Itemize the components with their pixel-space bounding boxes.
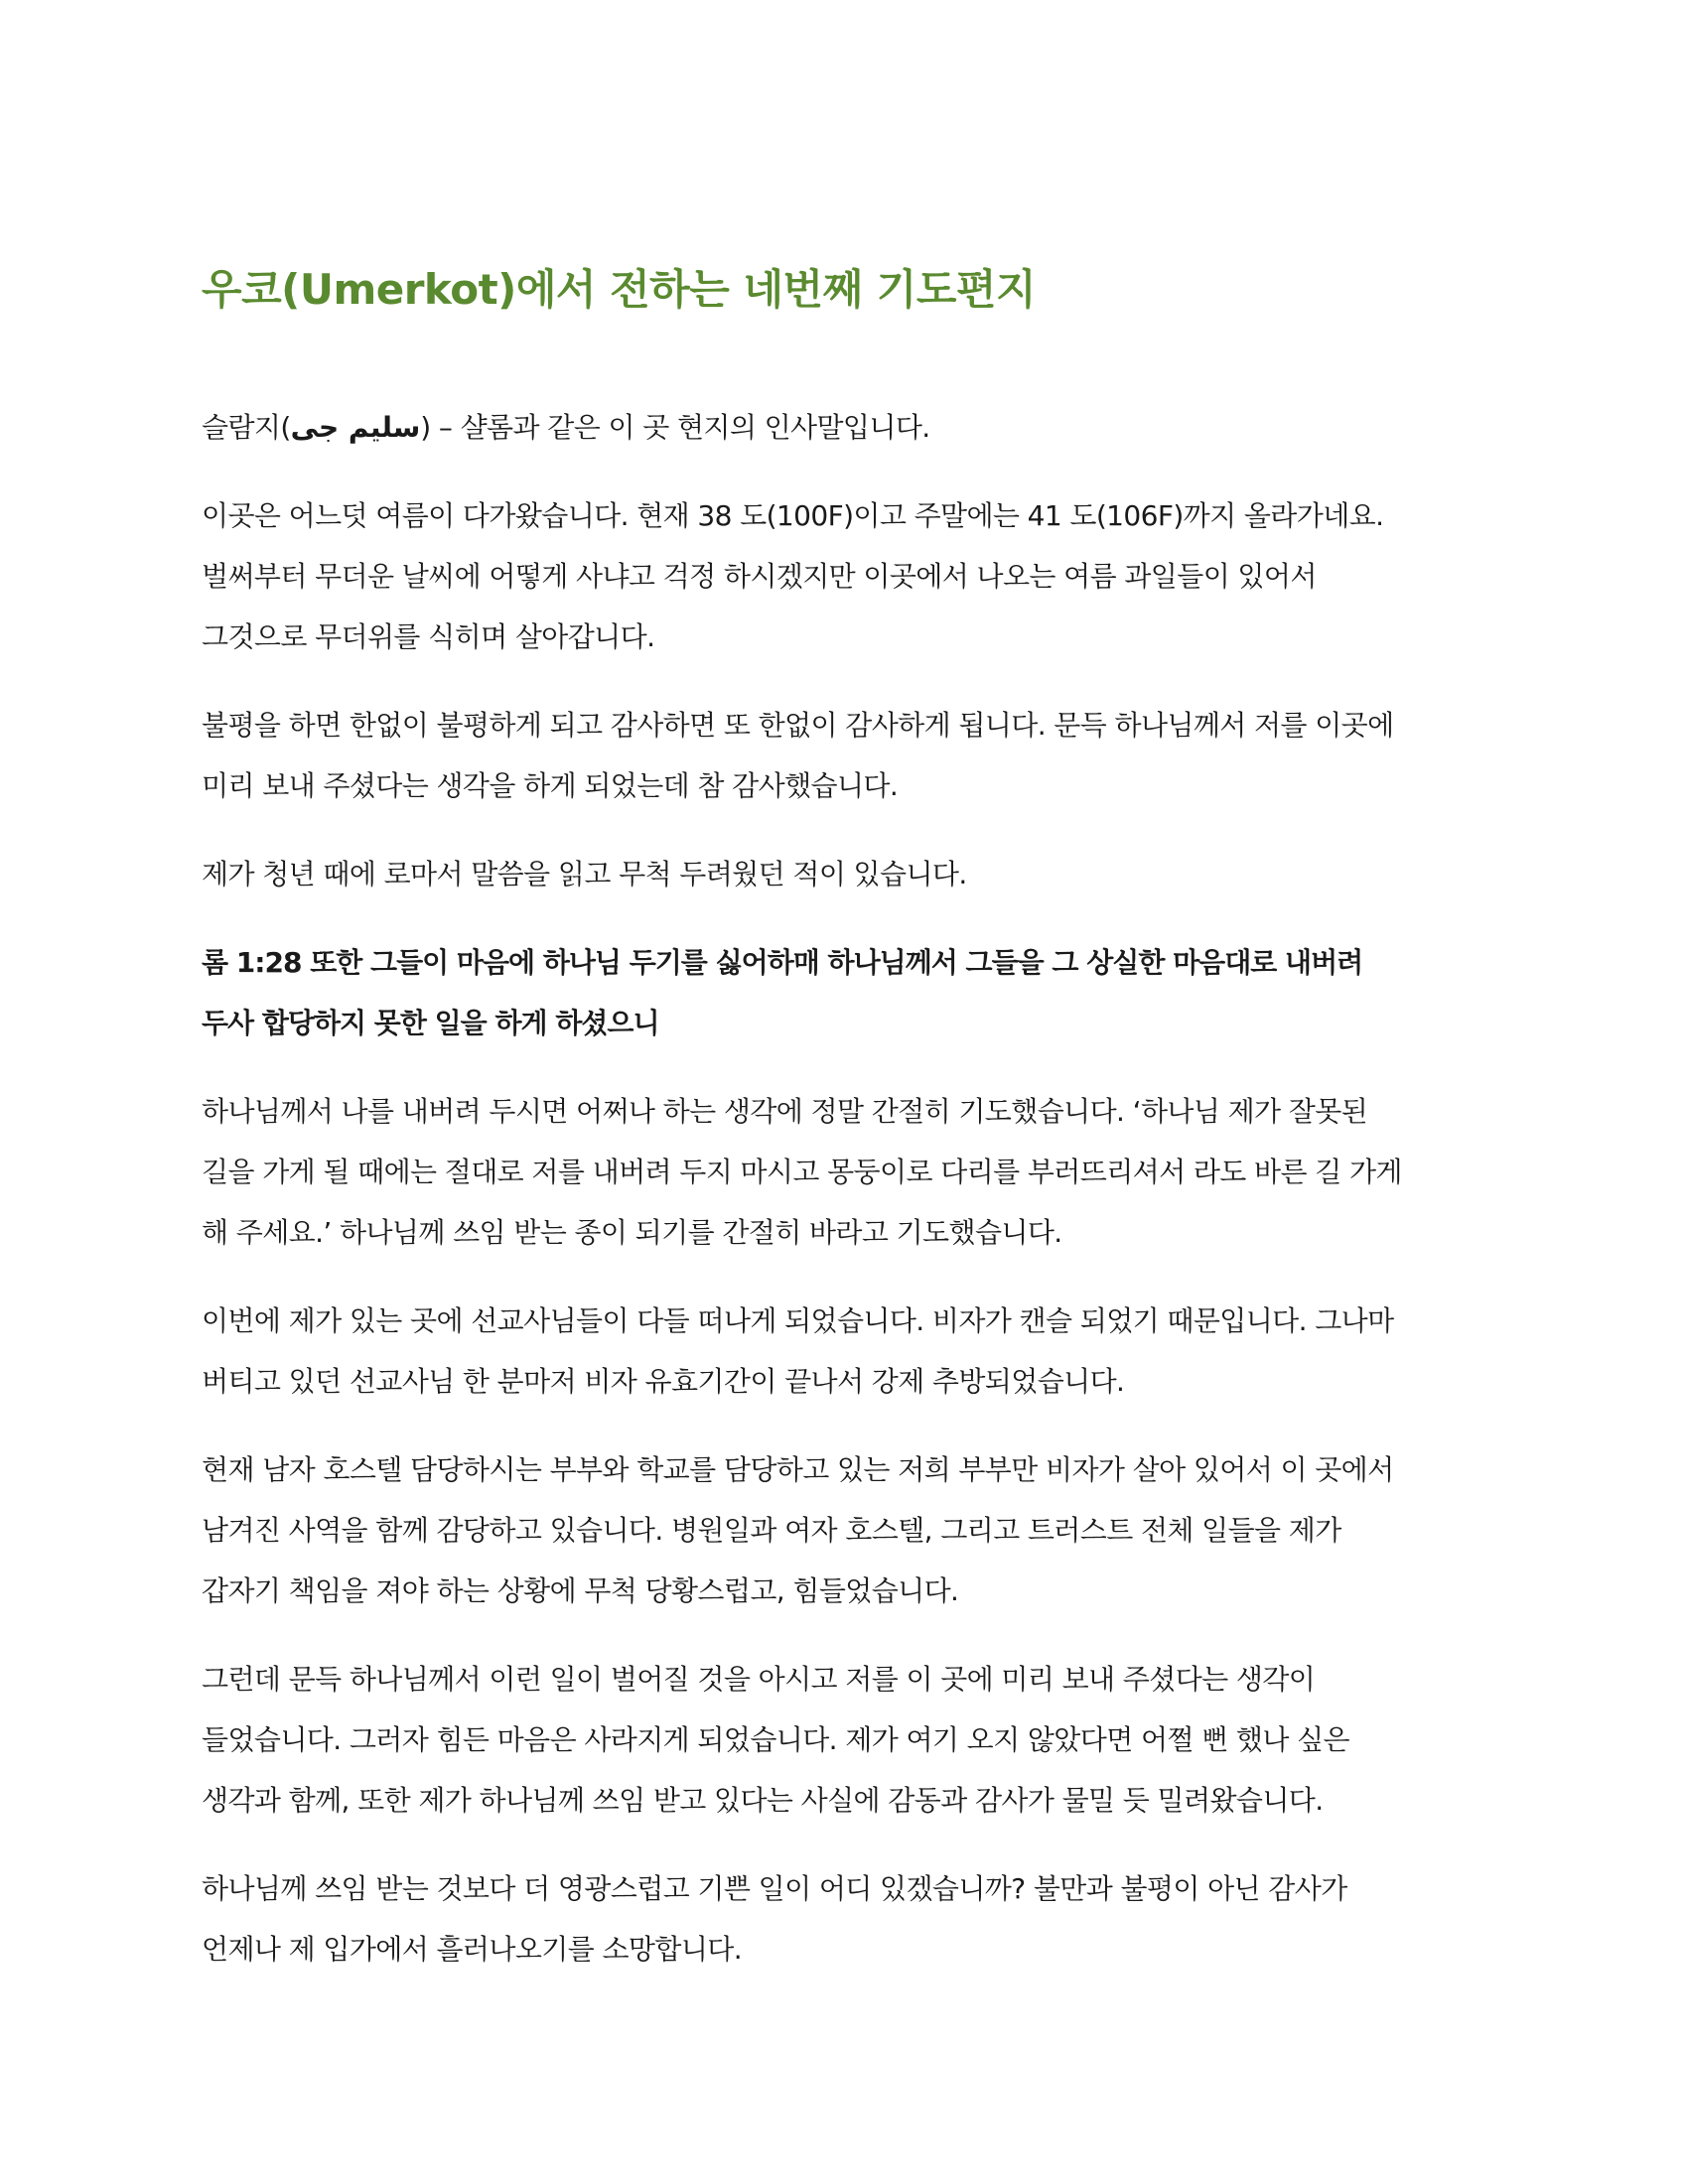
paragraph-line: 이곳은 어느덧 여름이 다가왔습니다. 현재 38 도(100F)이고 주말에는 41 도(106F)까지 올라가네요.	[202, 499, 1384, 532]
paragraph-line: 하나님께 쓰임 받는 것보다 더 영광스럽고 기쁜 일이 어디 있겠습니까? 불만과 불평이 아닌 감사가	[202, 1872, 1347, 1905]
greeting-line	[202, 397, 1492, 458]
paragraph-line: 생각과 함께, 또한 제가 하나님께 쓰임 받고 있다는 사실에 감동과 감사가 물밀 듯 밀려왔습니다.	[202, 1784, 1324, 1817]
paragraph-line: 두사 합당하지 못한 일을 하게 하셨으니	[202, 1007, 659, 1039]
paragraph-line: 벌써부터 무더운 날씨에 어떻게 사냐고 걱정 하시겠지만 이곳에서 나오는 여름 과일들이 있어서	[202, 560, 1317, 593]
greeting-suffix: ) – 샬롬과 같은 이 곳 현지의 인사말입니다.	[420, 411, 930, 444]
body-paragraph	[202, 1081, 1492, 1263]
greeting-arabic-text: سلیم جی	[290, 411, 421, 444]
paragraph-line: 제가 청년 때에 로마서 말씀을 읽고 무척 두려웠던 적이 있습니다.	[202, 858, 967, 890]
paragraph-line: 그것으로 무더위를 식히며 살아갑니다.	[202, 620, 655, 653]
body-paragraph	[202, 1439, 1492, 1621]
paragraph-line: 언제나 제 입가에서 흘러나오기를 소망합니다.	[202, 1933, 743, 1966]
paragraph-line: 들었습니다. 그러자 힘든 마음은 사라지게 되었습니다. 제가 여기 오지 않았다면 어쩔 뻔 했나 싶은	[202, 1723, 1349, 1756]
letter-title: 우코(Umerkot)에서 전하는 네번째 기도편지	[202, 265, 1037, 314]
body-paragraph	[202, 695, 1492, 816]
greeting-prefix: 슬람지(	[202, 411, 291, 444]
body-paragraph	[202, 1291, 1492, 1412]
paragraph-line: 갑자기 책임을 져야 하는 상황에 무척 당황스럽고, 힘들었습니다.	[202, 1574, 959, 1607]
paragraph-line: 그런데 문득 하나님께서 이런 일이 벌어질 것을 아시고 저를 이 곳에 미리 보내 주셨다는 생각이	[202, 1663, 1316, 1696]
greeting-paragraph	[202, 397, 1492, 458]
paragraph-line: 롬 1:28 또한 그들이 마음에 하나님 두기를 싫어하매 하나님께서 그들을 그 상실한 마음대로 내버려	[202, 946, 1363, 979]
body-paragraph	[202, 1649, 1492, 1831]
paragraph-line: 버티고 있던 선교사님 한 분마저 비자 유효기간이 끝나서 강제 추방되었습니다.	[202, 1365, 1125, 1398]
body-paragraph	[202, 1858, 1492, 1979]
paragraph-line: 이번에 제가 있는 곳에 선교사님들이 다들 떠나게 되었습니다. 비자가 캔슬 되었기 때문입니다. 그나마	[202, 1304, 1394, 1337]
paragraph-line: 불평을 하면 한없이 불평하게 되고 감사하면 또 한없이 감사하게 됩니다. 문득 하나님께서 저를 이곳에	[202, 709, 1394, 742]
body-paragraph	[202, 485, 1492, 667]
paragraph-line: 하나님께서 나를 내버려 두시면 어쩌나 하는 생각에 정말 간절히 기도했습니다. ‘하나님 제가 잘못된	[202, 1095, 1368, 1128]
paragraph-line: 남겨진 사역을 함께 감당하고 있습니다. 병원일과 여자 호스텔, 그리고 트러스트 전체 일들을 제가	[202, 1514, 1341, 1547]
letter-body	[202, 485, 1492, 1979]
paragraph-line: 현재 남자 호스텔 담당하시는 부부와 학교를 담당하고 있는 저희 부부만 비자가 살아 있어서 이 곳에서	[202, 1453, 1394, 1486]
body-paragraph	[202, 844, 1492, 904]
paragraph-line: 미리 보내 주셨다는 생각을 하게 되었는데 참 감사했습니다.	[202, 769, 899, 802]
paragraph-line: 길을 가게 될 때에는 절대로 저를 내버려 두지 마시고 몽둥이로 다리를 부러뜨리셔서 라도 바른 길 가게	[202, 1156, 1402, 1188]
paragraph-line: 해 주세요.’ 하나님께 쓰임 받는 종이 되기를 간절히 바라고 기도했습니다.	[202, 1216, 1062, 1249]
scripture-quote-paragraph	[202, 932, 1492, 1053]
letter-page	[202, 260, 1492, 2007]
